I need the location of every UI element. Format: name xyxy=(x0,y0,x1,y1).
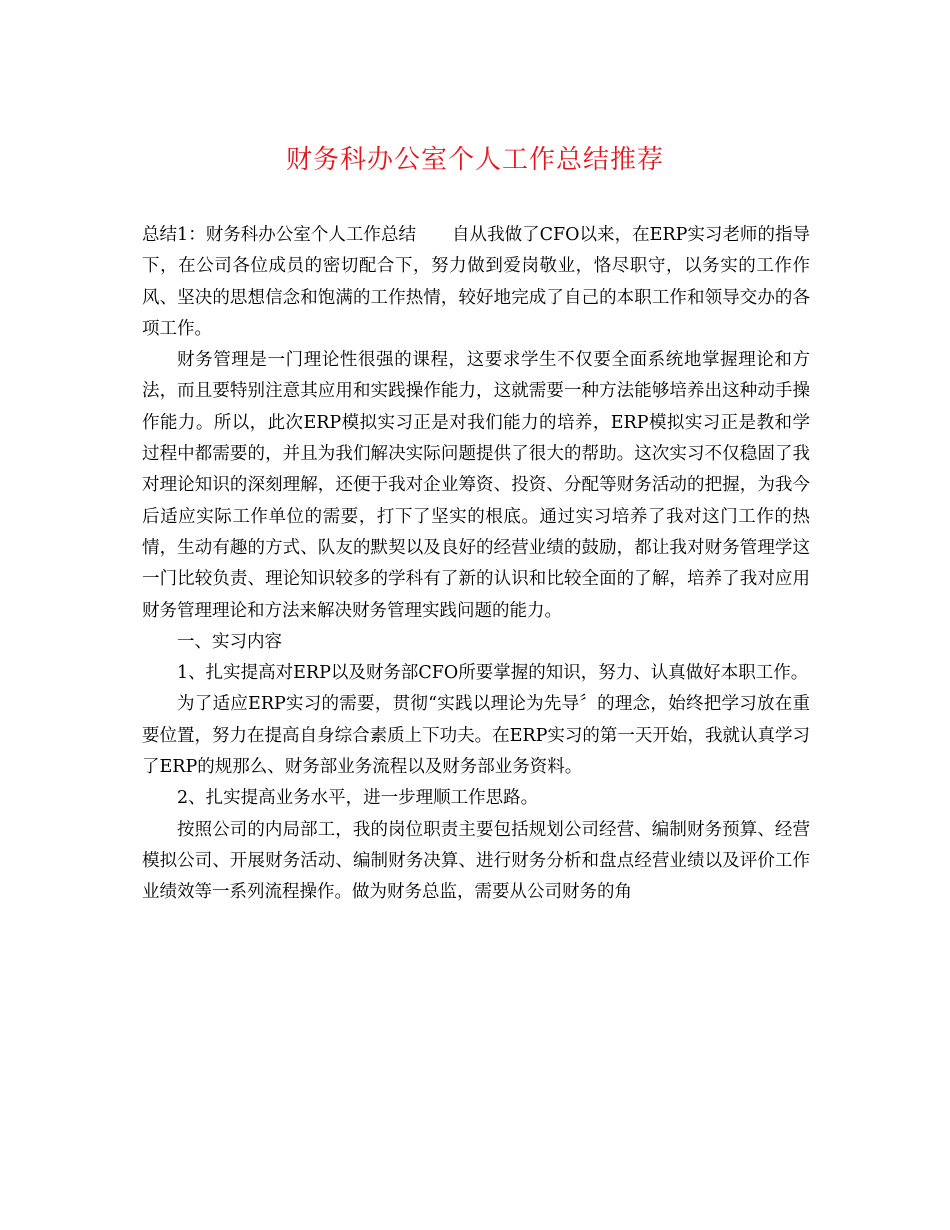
lead-paragraph xyxy=(142,220,810,345)
paragraph: 为了适应ERP实习的需要，贯彻“实践以理论为先导〞的理念，始终把学习放在重要位置，努力在提高自身综合素质上下功夫。在ERP实习的第一天开始，我就认真学习了ERP的规那么、财务部业务流程以及财务部业务资料。 xyxy=(142,694,810,778)
subsection-heading: 2、扎实提高业务水平，进一步理顺工作思路。 xyxy=(177,788,539,809)
section-heading: 一、实习内容 xyxy=(177,631,282,652)
document-body xyxy=(142,220,810,909)
paragraph: 按照公司的内局部工，我的岗位职责主要包括规划公司经营、编制财务预算、经营模拟公司、开展财务活动、编制财务决算、进行财务分析和盘点经营业绩以及评价工作业绩效等一系列流程操作。做为财务总监，需要从公司财务的角 xyxy=(142,819,810,903)
subsection-heading: 1、扎实提高对ERP以及财务部CFO所要掌握的知识，努力、认真做好本职工作。 xyxy=(177,663,809,684)
document-title: 财务科办公室个人工作总结推荐 xyxy=(285,145,664,175)
lead-label: 总结1：财务科办公室个人工作总结 xyxy=(142,225,416,245)
paragraph: 财务管理是一门理论性很强的课程，这要求学生不仅要全面系统地掌握理论和方法，而且要特别注意其应用和实践操作能力，这就需要一种方法能够培养出这种动手操作能力。所以，此次ERP模拟实习正是对我们能力的培养，ERP模拟实习正是教和学过程中都需要的，并且为我们解决实际问题提供了很大的帮助。这次实习不仅稳固了我对理论知识的深刻理解，还便于我对企业筹资、投资、分配等财务活动的把握，为我今后适应实际工作单位的需要，打下了坚实的根底。通过实习培养了我对这门工作的热情，生动有趣的方式、队友的默契以及良好的经营业绩的鼓励，都让我对财务管理学这一门比较负责、理论知识较多的学科有了新的认识和比较全面的了解，培养了我对应用财务管理理论和方法来解决财务管理实践问题的能力。 xyxy=(142,350,810,621)
lead-text: 自从我做了CFO以来，在ERP实习老师的指导下，在公司各位成员的密切配合下，努力做到爱岗敬业，恪尽职守，以务实的工作作风、坚决的思想信念和饱满的工作热情，较好地完成了自己的本职工作和领导交办的各项工作。 xyxy=(142,225,811,339)
